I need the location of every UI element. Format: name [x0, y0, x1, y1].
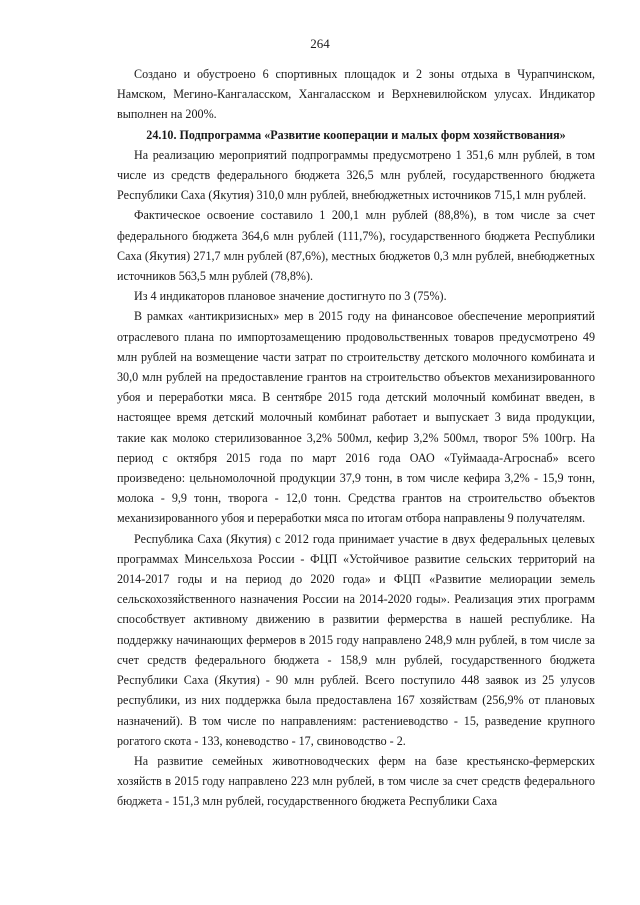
paragraph-indicators: Из 4 индикаторов плановое значение достигнуто по 3 (75%). — [134, 289, 447, 304]
paragraph-planned-funding: На реализацию мероприятий подпрограммы предусмотрено 1 351,6 млн рублей, в том числе из средств федерального бюджета 326,5 млн рублей, государственного бюджета Республики Саха (Якутия) 310,0 млн рублей, внебюджетных источников 715,1 млн рублей. — [117, 147, 595, 203]
paragraph-actual-spending: Фактическое освоение составило 1 200,1 млн рублей (88,8%), в том числе за счет федерального бюджета 364,6 млн рублей (111,7%), государственного бюджета Республики Саха (Якутия) 271,7 млн рублей (87,6%), местных бюджетов 0,3 млн рублей, внебюджетных источников 563,5 млн рублей (78,8%). — [117, 208, 595, 284]
document-body — [117, 64, 595, 812]
paragraph-sports-grounds: Создано и обустроено 6 спортивных площадок и 2 зоны отдыха в Чурапчинском, Намском, Мегино-Кангаласском, Хангаласском и Верхневилюйском улусах. Индикатор выполнен на 200%. — [117, 67, 595, 122]
paragraph-anticrisis-measures: В рамках «антикризисных» мер в 2015 году на финансовое обеспечение мероприятий отраслевого плана по импортозамещению продовольственных товаров предусмотрено 49 млн рублей на возмещение части затрат по строительству детского молочного комбината и 30,0 млн рублей на предоставление грантов на строительство объектов механизированного убоя и переработки мяса. В сентябре 2015 года детский молочный комбинат введен, в настоящее время детский молочный комбинат работает и выпускает 3 вида продукции, такие как молоко стерилизованное 3,2% 500мл, кефир 3,2% 500мл, творог 5% 100гр. На период с октября 2015 года по март 2016 года ОАО «Туймаада-Агроснаб» всего произведено: цельномолочной продукции 37,9 тонн, в том числе кефира 3,2% - 15,9 тонн, молока - 9,9 тонн, творога - 12,0 тонн. Средства грантов на строительство объектов механизированного убоя и переработки мяса по итогам отбора направлены 9 получателям. — [117, 309, 595, 526]
page-number: 264 — [310, 36, 330, 51]
paragraph-federal-programs: Республика Саха (Якутия) с 2012 года принимает участие в двух федеральных целевых программах Минсельхоза России - ФЦП «Устойчивое развитие сельских территорий на 2014-2017 годы и на период до 2020 года» и ФЦП «Развитие мелиорации земель сельскохозяйственного назначения России на 2014-2020 годы». Реализация этих программ способствует активному движению в развитии фермерства в нашей республике. На поддержку начинающих фермеров в 2015 году направлено 248,9 млн рублей, в том числе за счет средств федерального бюджета - 158,9 млн рублей, государственного бюджета Республики Саха (Якутия) - 90 млн рублей. Всего поступило 448 заявок из 25 улусов республики, из них поддержка была предоставлена 167 хозяйствам (256,9% от плановых назначений). В том числе по направлениям: растениеводство - 15, разведение крупного рогатого скота - 133, коневодство - 17, свиноводство - 2. — [117, 531, 595, 748]
paragraph-family-farms: На развитие семейных животноводческих ферм на базе крестьянско-фермерских хозяйств в 2015 году направлено 223 млн рублей, в том числе за счет средств федерального бюджета - 151,3 млн рублей, государственного бюджета Республики Саха — [117, 753, 595, 809]
section-heading: 24.10. Подпрограмма «Развитие кооперации и малых форм хозяйствования» — [146, 127, 566, 142]
